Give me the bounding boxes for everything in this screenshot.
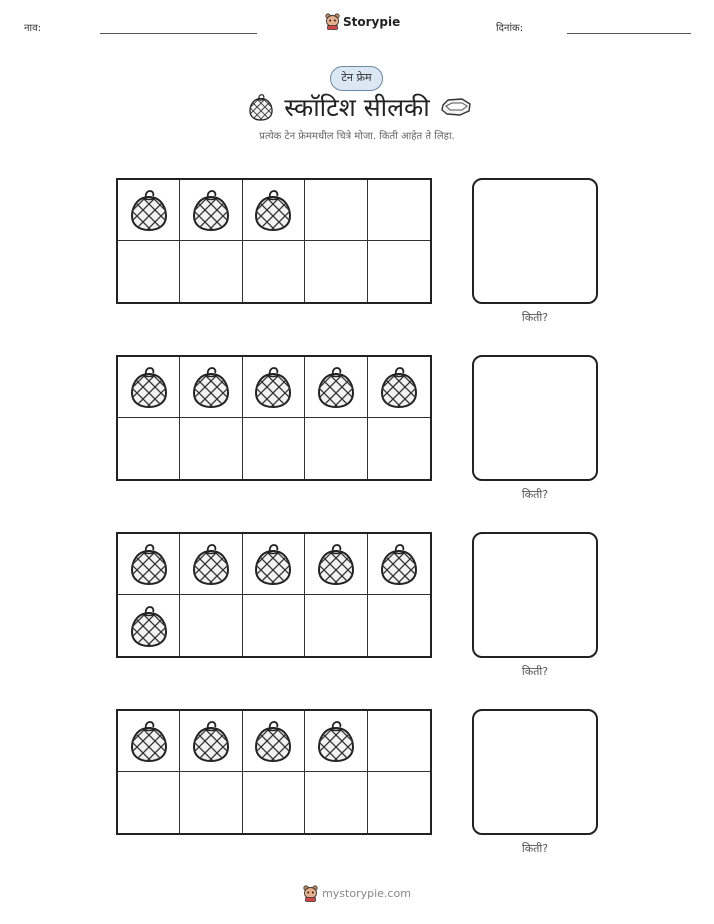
frame-cell [118,357,180,418]
frame-cell [180,241,242,302]
frame-cell [118,241,180,302]
frame-cell [243,418,305,479]
question-label-2: किती? [521,488,549,501]
frame-cell [368,772,430,833]
net-bag-icon [191,188,231,232]
title-text: स्कॉटिश सीलकी [284,93,430,122]
net-bag-icon [316,719,356,763]
frame-cell [243,357,305,418]
frame-cell [305,772,367,833]
frame-cell [368,241,430,302]
frame-cell [243,534,305,595]
footer-website: mystorypie.com [322,887,411,900]
net-bag-icon [379,365,419,409]
footer [0,885,714,902]
frame-cell [243,241,305,302]
instructions: प्रत्येक टेन फ्रेममधील चित्रे मोजा. किती आहेत ते लिहा. [259,131,455,142]
frame-cell [118,180,180,241]
frame-cell [368,711,430,772]
answer-box-4[interactable] [472,709,598,835]
net-bag-icon [191,542,231,586]
ten-frame-1 [116,178,432,304]
net-bag-icon [253,542,293,586]
frame-cell [180,180,242,241]
frame-cell [243,711,305,772]
frame-cell [118,772,180,833]
ten-frame-3 [116,532,432,658]
frame-cell [243,180,305,241]
storypie-mascot-icon [303,885,318,902]
frame-cell [180,595,242,656]
frame-cell [118,534,180,595]
category-badge: टेन फ्रेम [330,66,383,91]
date-write-line[interactable] [567,33,691,34]
frame-cell [118,711,180,772]
frame-cell [368,357,430,418]
frame-cell [305,418,367,479]
seal-stone-icon [440,96,472,118]
net-bag-icon [253,719,293,763]
brand-name: Storypie [343,14,401,29]
name-label: नाव: [24,23,42,34]
question-label-1: किती? [521,311,549,324]
frame-cell [305,357,367,418]
worksheet-title [240,89,480,125]
frame-cell [243,772,305,833]
net-bag-icon [379,542,419,586]
frame-cell [368,418,430,479]
net-bag-icon [129,542,169,586]
net-bag-icon [316,365,356,409]
frame-cell [243,595,305,656]
name-write-line[interactable] [100,33,257,34]
net-bag-icon [253,188,293,232]
question-label-3: किती? [521,665,549,678]
answer-box-2[interactable] [472,355,598,481]
frame-cell [305,711,367,772]
frame-cell [368,595,430,656]
frame-cell [305,241,367,302]
frame-cell [305,180,367,241]
frame-cell [305,595,367,656]
answer-box-1[interactable] [472,178,598,304]
net-bag-icon [248,92,274,122]
net-bag-icon [253,365,293,409]
frame-cell [368,534,430,595]
question-label-4: किती? [521,842,549,855]
net-bag-icon [316,542,356,586]
storypie-mascot-icon [325,13,340,30]
net-bag-icon [191,719,231,763]
net-bag-icon [129,604,169,648]
ten-frame-4 [116,709,432,835]
net-bag-icon [129,188,169,232]
frame-cell [180,357,242,418]
frame-cell [118,595,180,656]
frame-cell [180,418,242,479]
net-bag-icon [129,365,169,409]
answer-box-3[interactable] [472,532,598,658]
date-label: दिनांक: [496,23,524,34]
frame-cell [180,711,242,772]
frame-cell [305,534,367,595]
frame-cell [180,534,242,595]
brand-logo [325,13,400,30]
frame-cell [118,418,180,479]
frame-cell [180,772,242,833]
ten-frame-2 [116,355,432,481]
frame-cell [368,180,430,241]
net-bag-icon [191,365,231,409]
net-bag-icon [129,719,169,763]
